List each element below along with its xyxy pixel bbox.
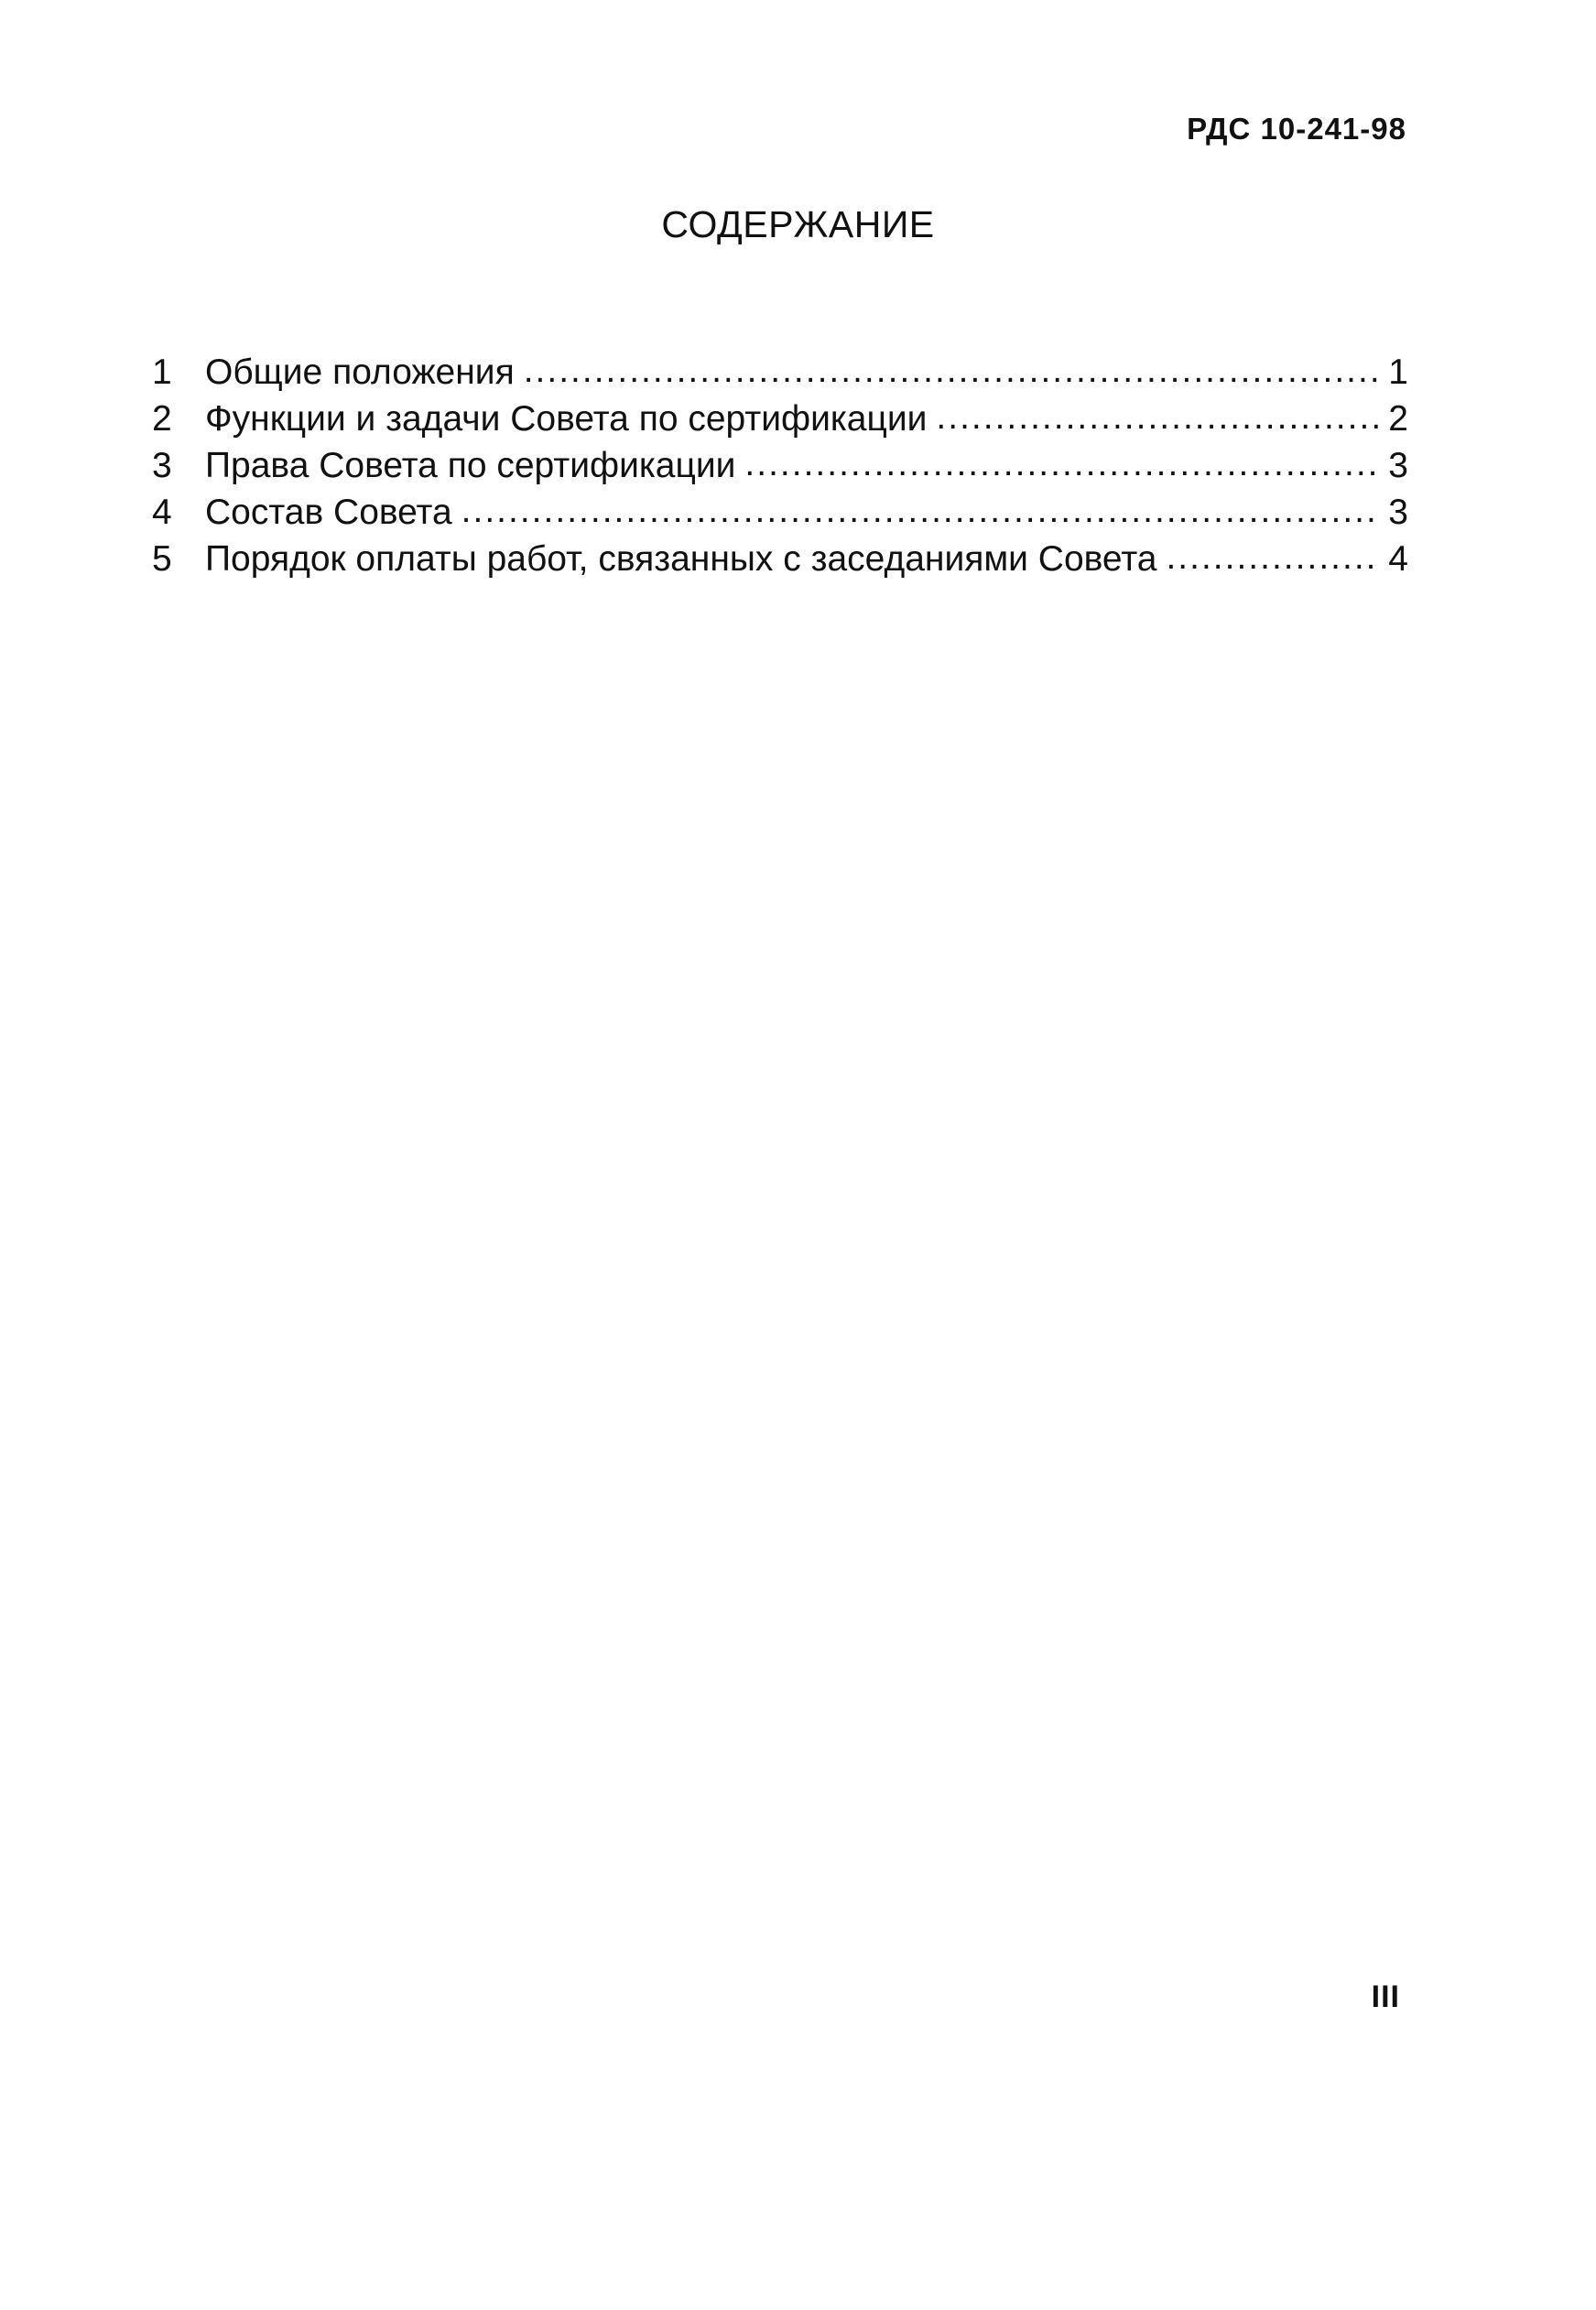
- toc-item-page: 4: [1388, 539, 1408, 579]
- toc-item-number: 2: [152, 399, 172, 439]
- toc-leader-dots: [1166, 537, 1379, 578]
- toc-item-number: 5: [152, 539, 172, 579]
- toc-item-number: 3: [152, 446, 172, 485]
- toc-item-title: Порядок оплаты работ, связанных с заседаниями Совета: [205, 539, 1157, 579]
- toc-item-page: 2: [1388, 399, 1408, 439]
- toc-item-title: Права Совета по сертификации: [205, 446, 736, 485]
- toc-item[interactable]: [145, 352, 1408, 399]
- table-of-contents: [145, 352, 1408, 586]
- toc-leader-dots: [524, 351, 1380, 391]
- toc-item-title: Общие положения: [205, 352, 515, 392]
- toc-item-page: 3: [1388, 446, 1408, 485]
- toc-item[interactable]: [145, 399, 1408, 446]
- toc-item-number: 1: [152, 352, 172, 392]
- toc-item-page: 3: [1388, 493, 1408, 532]
- toc-leader-dots: [744, 444, 1379, 484]
- toc-heading: СОДЕРЖАНИЕ: [661, 203, 935, 245]
- toc-item-title: Состав Совета: [205, 493, 452, 532]
- toc-item-page: 1: [1388, 352, 1408, 392]
- toc-item-title: Функции и задачи Совета по сертификации: [205, 399, 928, 439]
- toc-item[interactable]: [145, 493, 1408, 539]
- toc-leader-dots: [936, 397, 1379, 438]
- document-code: РДС 10-241-98: [1187, 112, 1406, 146]
- toc-item[interactable]: [145, 539, 1408, 586]
- page-number: III: [1371, 1979, 1400, 2014]
- toc-item-number: 4: [152, 493, 172, 532]
- toc-item[interactable]: [145, 446, 1408, 493]
- toc-leader-dots: [461, 491, 1380, 531]
